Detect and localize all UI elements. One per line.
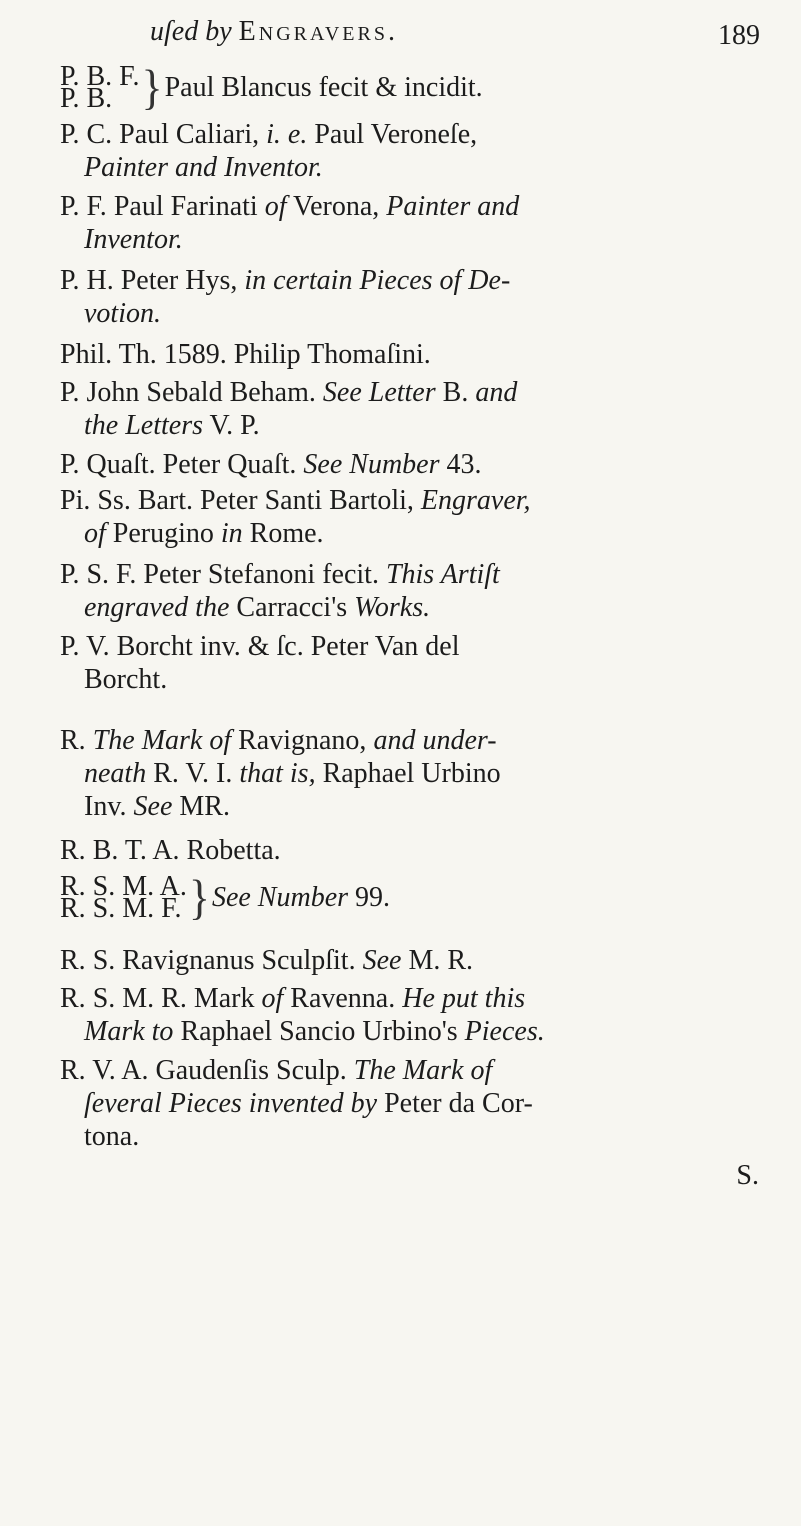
running-head-italic: uſed by <box>150 16 232 47</box>
entry-text: 1589. Philip Thomaſini. <box>163 339 431 370</box>
entry-p-quast <box>60 448 780 481</box>
entry-italic: and <box>475 377 518 408</box>
entry-text: Paul Blancus fecit & incidit. <box>164 72 483 103</box>
entry-head: P. <box>60 631 80 662</box>
entry-head: R. <box>60 835 86 866</box>
entry-head: R. <box>60 983 86 1014</box>
entry-head: R. <box>60 945 86 976</box>
entry-italic: Inventor. <box>84 224 183 255</box>
entry-italic: of <box>261 983 284 1014</box>
entry-italic: Mark to <box>84 1016 174 1047</box>
entry-text: tona. <box>84 1121 140 1152</box>
entry-text: Paul Veroneſe, <box>307 119 478 150</box>
entry-italic: of <box>264 191 287 222</box>
entry-r-robetta <box>60 834 780 867</box>
entry-text: Paul Farinati <box>113 191 265 222</box>
entry-italic: ſeveral Pieces invented by <box>84 1088 378 1119</box>
entry-text: Inv. <box>84 791 134 822</box>
brace-line: R. S. M. F. <box>60 893 182 924</box>
entry-text: B. <box>435 377 476 408</box>
entry-italic: Painter and <box>386 191 520 222</box>
brace-line: P. B. <box>60 83 113 114</box>
entry-text: Perugino <box>105 518 221 549</box>
entry-text: Raphael Urbino <box>315 758 501 789</box>
entry-text: Verona, <box>286 191 387 222</box>
entry-italic: He put this <box>402 983 526 1014</box>
entry-text: Peter da Cor- <box>377 1088 533 1119</box>
entry-r-ravenna <box>60 982 780 1048</box>
entry-text: R. V. I. <box>146 758 240 789</box>
entry-italic: See Number <box>211 882 349 913</box>
brace-line: R. S. M. A. <box>60 871 187 902</box>
entry-italic: The Mark of <box>353 1055 493 1086</box>
running-header <box>60 12 760 52</box>
entry-head: R. <box>60 725 86 756</box>
entry-head: P. H. <box>60 265 114 296</box>
entry-text: S. Ravignanus Sculpſit. <box>92 945 363 976</box>
entry-italic: This Artiſt <box>385 559 500 590</box>
entry-text: S. F. Peter Stefanoni fecit. <box>86 559 386 590</box>
entry-text: Carracci's <box>229 592 355 623</box>
entry-head: P. <box>60 377 80 408</box>
entry-text: Paul Caliari, <box>119 119 267 150</box>
catchword: S. <box>736 1160 759 1191</box>
entry-italic: of <box>84 518 106 549</box>
entry-text: Quaſt. Peter Quaſt. <box>86 449 304 480</box>
running-head-caps: Engravers. <box>238 16 398 47</box>
entry-text: Peter Hys, <box>120 265 245 296</box>
entry-brace-pbf <box>60 60 483 115</box>
entry-pf <box>60 190 780 256</box>
entry-text: 99. <box>348 882 391 913</box>
entry-text: B. T. A. Robetta. <box>92 835 281 866</box>
entry-head: Phil. Th. <box>60 339 157 370</box>
entry-text: John Sebald Beham. <box>86 377 323 408</box>
entry-r-gaudensis <box>60 1054 780 1153</box>
entry-brace-rsm <box>60 870 391 925</box>
entry-text: Raphael Sancio Urbino's <box>173 1016 465 1047</box>
entry-italic: the Letters <box>84 410 203 441</box>
brace-symbol: } <box>188 870 210 925</box>
entry-p-borcht <box>60 630 780 696</box>
entry-italic: in <box>220 518 243 549</box>
entry-ph <box>60 264 780 330</box>
brace-lines <box>60 61 140 114</box>
entry-italic: neath <box>84 758 147 789</box>
entry-text: Ravignano, <box>231 725 374 756</box>
entry-head: Pi. <box>60 485 91 516</box>
entry-p-stefanoni <box>60 558 780 624</box>
entry-pi-bartoli <box>60 484 780 550</box>
brace-symbol: } <box>141 60 163 115</box>
entry-text: V. A. Gaudenſis Sculp. <box>92 1055 354 1086</box>
entry-italic: See Letter <box>322 377 436 408</box>
entry-text: M. R. <box>401 945 474 976</box>
running-head <box>150 12 398 52</box>
entry-text: V. P. <box>203 410 260 441</box>
entry-italic: Painter and Inventor. <box>84 152 323 183</box>
entry-text: V. Borcht inv. & ſc. Peter Van del <box>85 631 460 662</box>
entry-italic: See <box>133 791 173 822</box>
entry-r-ravignano <box>60 724 780 823</box>
entry-italic: Pieces. <box>464 1016 545 1047</box>
entry-italic: engraved the <box>84 592 230 623</box>
entry-head: P. <box>60 449 80 480</box>
entry-head: P. F. <box>60 191 107 222</box>
entry-p-beham <box>60 376 780 442</box>
entry-text: Rome. <box>242 518 324 549</box>
entry-pc <box>60 118 780 184</box>
entry-italic: The Mark of <box>92 725 232 756</box>
brace-line: P. B. F. <box>60 61 140 92</box>
entry-italic: and under- <box>373 725 497 756</box>
entry-head: P. <box>60 559 80 590</box>
entry-head: R. <box>60 1055 86 1086</box>
entry-head: P. C. <box>60 119 113 150</box>
entry-italic: votion. <box>84 298 161 329</box>
brace-lines <box>60 871 187 924</box>
entry-italic: See <box>362 945 402 976</box>
entry-italic: that is, <box>239 758 316 789</box>
entry-r-ravignanus <box>60 944 780 977</box>
entry-italic: Works. <box>354 592 431 623</box>
entry-text: S. M. R. Mark <box>92 983 262 1014</box>
entry-italic: Engraver, <box>420 485 531 516</box>
entry-text: Ss. Bart. Peter Santi Bartoli, <box>97 485 421 516</box>
entry-text: MR. <box>172 791 230 822</box>
entry-text: Borcht. <box>84 664 168 695</box>
entry-text: Ravenna. <box>283 983 403 1014</box>
entry-italic: i. e. <box>266 119 308 150</box>
entry-italic: See Number <box>303 449 440 480</box>
entry-text: 43. <box>439 449 482 480</box>
entry-phil-th <box>60 338 780 371</box>
entry-italic: in certain Pieces of De- <box>244 265 511 296</box>
page-number: 189 <box>718 20 760 51</box>
